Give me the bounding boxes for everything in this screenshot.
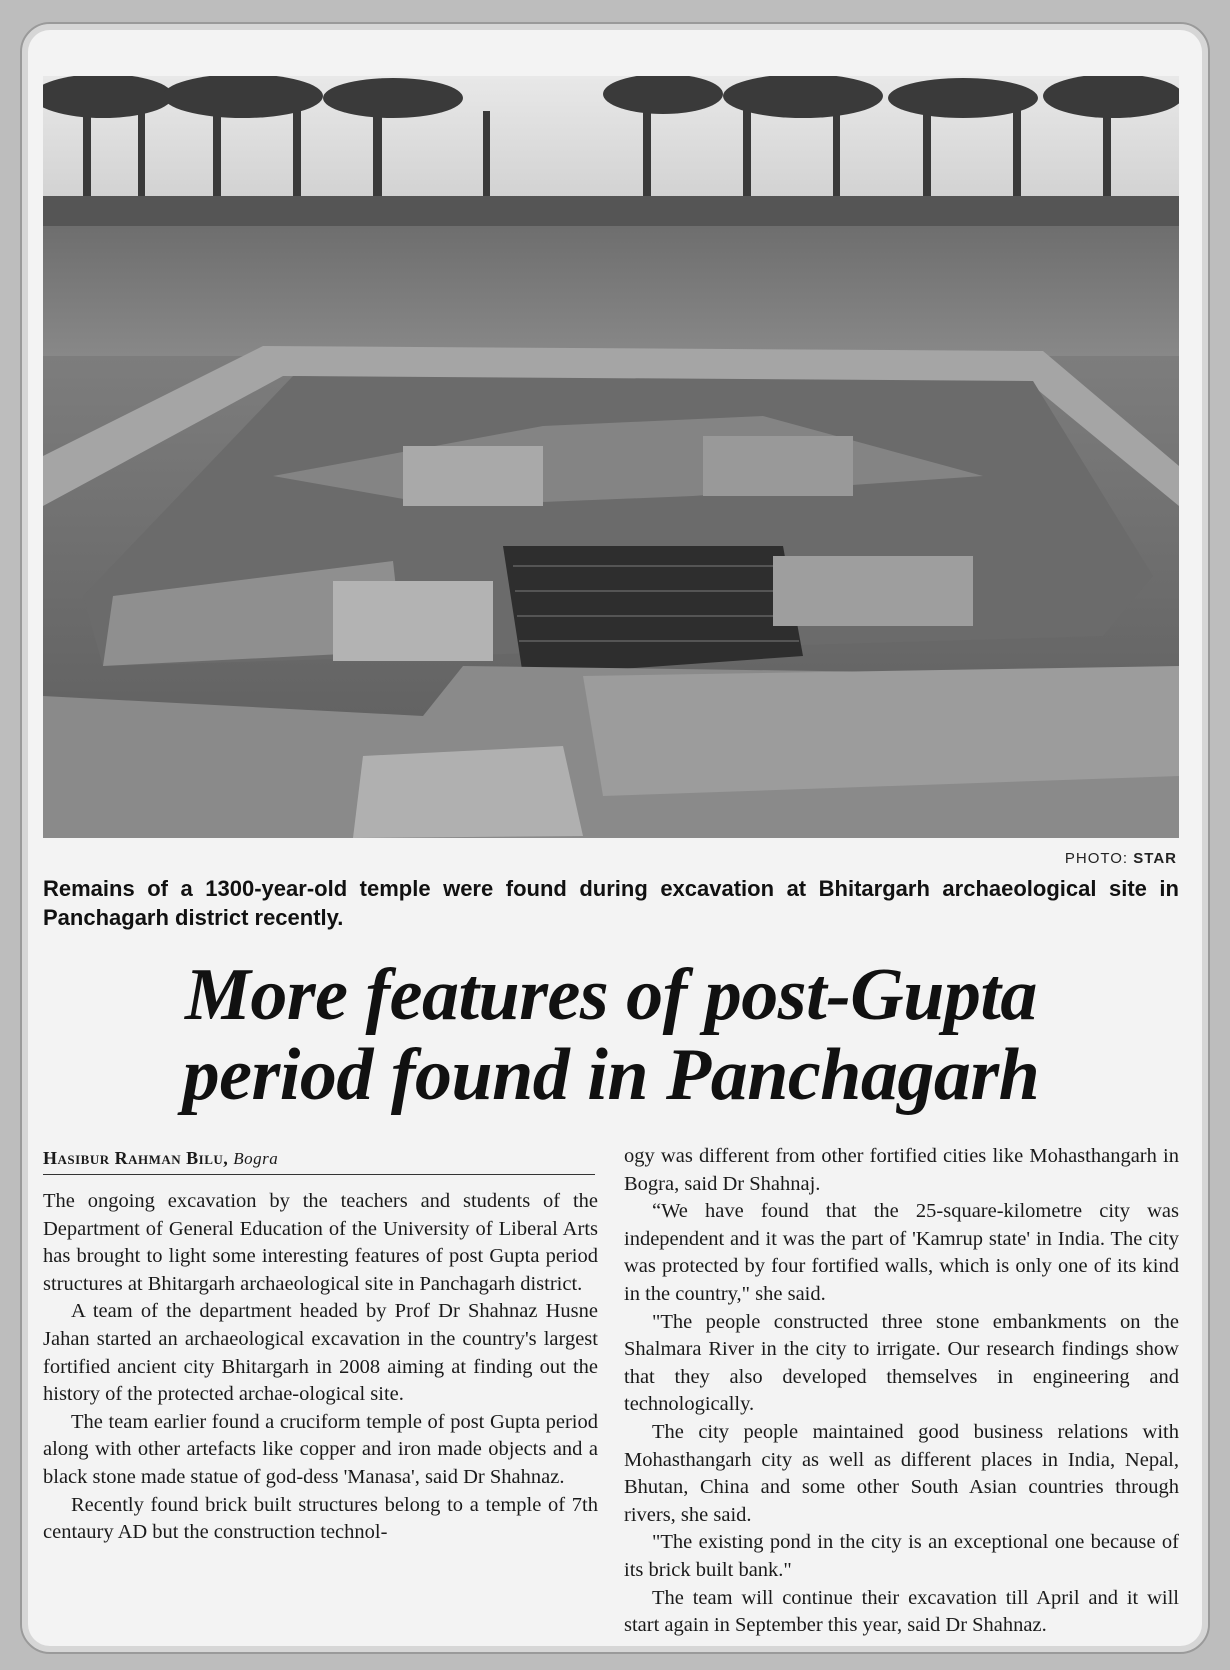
paragraph: “We have found that the 25-square-kilometre city was independent and it was the part of 'Kamrup state' in India. The city was protected by four fortified walls, which is only one of its kind in the country," she said. — [624, 1200, 1179, 1305]
photo-caption: Remains of a 1300-year-old temple were found during excavation at Bhitargarh archaeological site in Panchagarh district recently. — [43, 876, 1179, 930]
photo-credit-source: STAR — [1133, 850, 1177, 867]
paragraph: The team will continue their excavation till April and it will start again in September this year, said Dr Shahnaz. — [624, 1586, 1179, 1637]
paragraph: A team of the department headed by Prof Dr Shahnaz Husne Jahan started an archaeological excavation in the country's largest fortified ancient city Bhitargarh in 2008 aiming at finding out the history of the protected archae-ological site. — [43, 1300, 598, 1406]
paragraph: "The people constructed three stone embankments on the Shalmara River in the city to irrigate. Our research findings show that they also developed themselves in engineering and technologically. — [624, 1310, 1179, 1416]
headline-line-1: More features of post-Gupta — [185, 954, 1037, 1036]
paragraph: The ongoing excavation by the teachers and students of the Department of General Education of the University of Liberal Arts has brought to light some interesting features of post Gupta period structures at Bhitargarh archaeological site in Panchagarh district. — [43, 1190, 598, 1295]
paragraph: Recently found brick built structures belong to a temple of 7th centaury AD but the construction technol- — [43, 1493, 598, 1544]
headline — [43, 955, 1179, 1115]
byline-location: Bogra — [233, 1149, 279, 1168]
excavation-photo-illustration — [43, 76, 1179, 838]
byline-author: Hasibur Rahman Bilu, — [43, 1148, 229, 1168]
paragraph: ogy was different from other fortified cities like Mohasthangarh in Bogra, said Dr Shahnaj. — [624, 1145, 1179, 1195]
article-column-1 — [43, 1188, 598, 1547]
paragraph: The city people maintained good business relations with Mohasthangarh city as well as different places in India, Nepal, Bhutan, China and some other South Asian countries through rivers, she said. — [624, 1420, 1179, 1526]
headline-line-2: period found in Panchagarh — [182, 1034, 1040, 1116]
byline — [43, 1148, 595, 1175]
paragraph: "The existing pond in the city is an exceptional one because of its brick built bank." — [624, 1531, 1179, 1581]
paragraph: The team earlier found a cruciform temple of post Gupta period along with other artefacts like copper and iron made objects and a black stone made statue of god-dess 'Manasa', said Dr Shahnaz. — [43, 1410, 598, 1488]
photo-credit-label: PHOTO: — [1064, 850, 1129, 867]
excavation-photo — [43, 76, 1179, 838]
photo-credit — [1065, 850, 1177, 867]
article-column-2 — [624, 1143, 1179, 1640]
